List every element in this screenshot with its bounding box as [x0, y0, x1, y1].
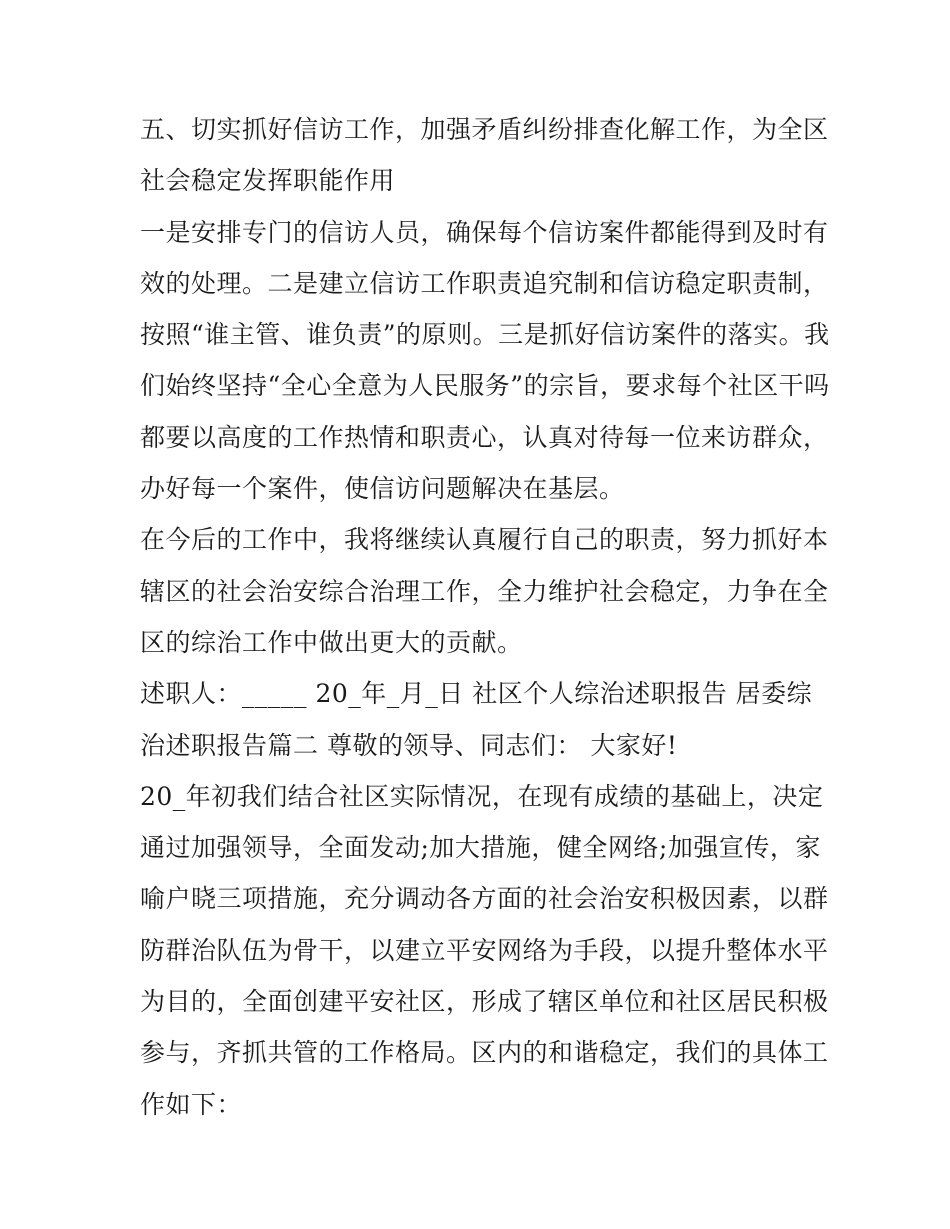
document-body	[140, 104, 830, 1130]
text-line-07: 都要以高度的工作热情和职责心，认真对待每一位来访群众，	[140, 422, 829, 452]
text-line-02: 社会稳定发挥职能作用	[140, 166, 396, 196]
text-line-17: 防群治队伍为骨干，以建立平安网络为手段，以提升整体水平	[140, 935, 829, 965]
text-line-20: 作如下：	[140, 1089, 243, 1119]
text-line-11: 区的综治工作中做出更大的贡献。	[140, 627, 523, 657]
text-line-05: 按照“谁主管、谁负责”的原则。三是抓好信访案件的落实。我	[140, 320, 830, 350]
text-line-10: 辖区的社会治安综合治理工作，全力维护社会稳定，力争在全	[140, 576, 829, 606]
text-line-12: 述职人：_____ 20_年_月_日 社区个人综治述职报告 居委综	[140, 679, 813, 709]
text-line-16: 喻户晓三项措施，充分调动各方面的社会治安积极因素，以群	[140, 884, 829, 914]
text-line-18: 为目的，全面创建平安社区，形成了辖区单位和社区居民积极	[140, 987, 829, 1017]
text-line-13: 治述职报告篇二 尊敬的领导、同志们： 大家好!	[140, 730, 678, 760]
text-line-14: 20_年初我们结合社区实际情况，在现有成绩的基础上，决定	[140, 781, 824, 811]
text-line-09: 在今后的工作中，我将继续认真履行自己的职责，努力抓好本	[140, 525, 829, 555]
text-line-01: 五、切实抓好信访工作，加强矛盾纠纷排查化解工作，为全区	[140, 115, 829, 144]
text-line-06: 们始终坚持“全心全意为人民服务”的宗旨，要求每个社区干吗	[140, 371, 830, 401]
text-line-08: 办好每一个案件，使信访问题解决在基层。	[140, 474, 625, 504]
text-line-04: 效的处理。二是建立信访工作职责追究制和信访稳定职责制，	[140, 268, 829, 298]
text-line-19: 参与，齐抓共管的工作格局。区内的和谐稳定，我们的具体工	[140, 1038, 829, 1068]
text-line-03: 一是安排专门的信访人员，确保每个信访案件都能得到及时有	[140, 217, 829, 247]
text-line-15: 通过加强领导，全面发动;加大措施，健全网络;加强宣传，家	[140, 833, 821, 863]
